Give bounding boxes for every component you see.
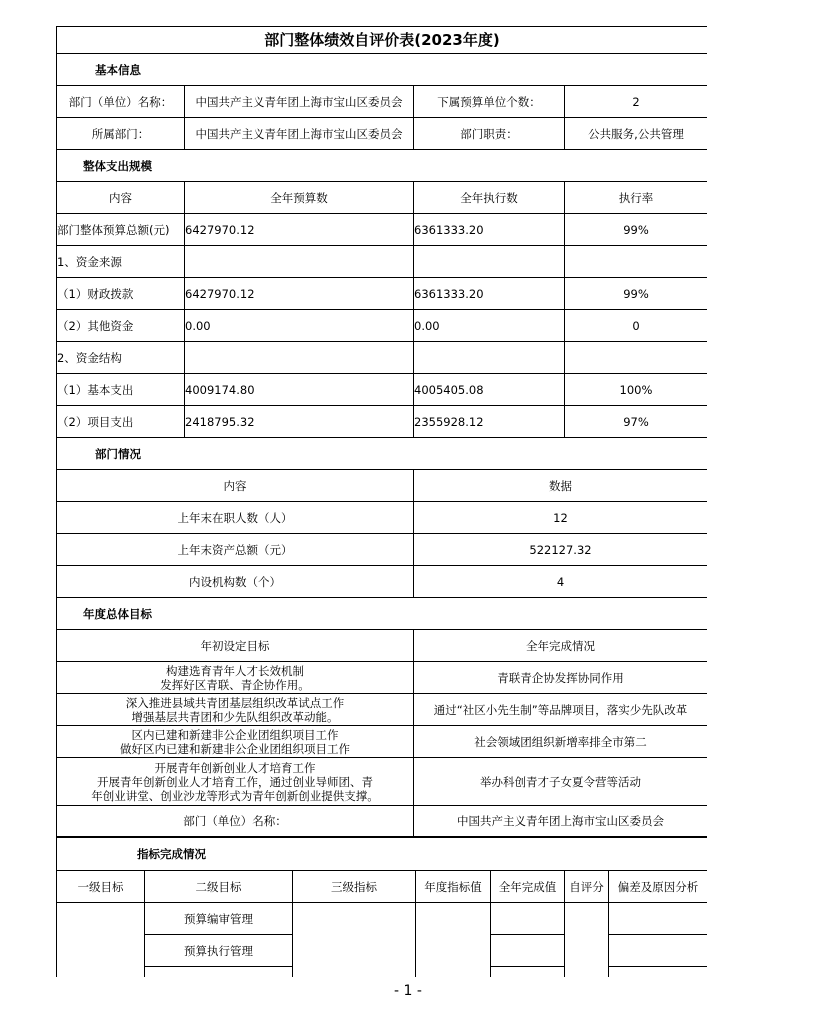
row-label: 1、资金来源 [57, 246, 185, 278]
executed-value: 6361333.20 [414, 278, 565, 310]
table-row [57, 278, 708, 310]
self-score-cell [565, 903, 609, 978]
page-title: 部门整体绩效自评价表(2023年度) [57, 27, 708, 54]
section-basic-info: 基本信息 [57, 54, 708, 86]
dept-name-value: 中国共产主义青年团上海市宝山区委员会 [414, 806, 708, 837]
budget-value: 6427970.12 [185, 278, 414, 310]
column-header: 内容 [57, 182, 185, 214]
executed-value: 4005405.08 [414, 374, 565, 406]
goal-target-line: 年创业讲堂、创业沙龙等形式为青年创新创业提供支撑。 [91, 788, 379, 803]
execution-rate: 97% [565, 406, 708, 438]
goal-target [57, 726, 414, 758]
duty-label: 部门职责： [414, 118, 565, 150]
section-dept-situation: 部门情况 [57, 438, 708, 470]
completed-value-cell [491, 935, 565, 967]
table-row [57, 502, 708, 534]
goal-result: 通过“社区小先生制”等品牌项目，落实少先队改革 [414, 694, 708, 726]
row-value: 522127.32 [414, 534, 708, 566]
table-row [57, 342, 708, 374]
level2-cell: 预算编审管理 [145, 903, 293, 935]
sub-units-value: 2 [565, 86, 708, 118]
deviation-cell [609, 903, 708, 935]
evaluation-table [56, 26, 707, 977]
executed-value: 0.00 [414, 310, 565, 342]
goal-target [57, 758, 414, 806]
execution-rate [565, 342, 708, 374]
column-header: 年度指标值 [416, 871, 491, 903]
executed-value: 6361333.20 [414, 214, 565, 246]
row-label: （2）项目支出 [57, 406, 185, 438]
table-row [57, 566, 708, 598]
budget-value: 2418795.32 [185, 406, 414, 438]
goal-target-line: 做好区内已建和新建非公企业团组织项目工作 [120, 741, 350, 756]
executed-value [414, 246, 565, 278]
executed-value [414, 342, 565, 374]
column-header: 三级指标 [293, 871, 416, 903]
page-number: - 1 - [394, 983, 422, 999]
column-header: 自评分 [565, 871, 609, 903]
goal-target-line: 增强基层共青团和少先队组织改革动能。 [131, 709, 339, 724]
budget-value: 0.00 [185, 310, 414, 342]
section-expenditure: 整体支出规模 [57, 150, 708, 182]
table-row [57, 534, 708, 566]
column-header: 全年完成值 [491, 871, 565, 903]
section-indicators: 指标完成情况 [57, 837, 708, 871]
goal-row [57, 662, 708, 694]
column-header: 二级目标 [145, 871, 293, 903]
column-header: 偏差及原因分析 [609, 871, 708, 903]
target-value-cell [416, 903, 491, 978]
dept-name-value: 中国共产主义青年团上海市宝山区委员会 [185, 86, 414, 118]
executed-value: 2355928.12 [414, 406, 565, 438]
table-row [57, 406, 708, 438]
column-header: 全年完成情况 [414, 630, 708, 662]
parent-dept-label: 所属部门： [57, 118, 185, 150]
goals-footer-row [57, 806, 708, 837]
execution-rate: 99% [565, 278, 708, 310]
execution-rate: 100% [565, 374, 708, 406]
basic-info-row [57, 86, 708, 118]
basic-info-row [57, 118, 708, 150]
row-label: 部门整体预算总额(元) [57, 214, 185, 246]
duty-value: 公共服务,公共管理 [565, 118, 708, 150]
goal-result: 举办科创青才子女夏令营等活动 [414, 758, 708, 806]
sub-units-label: 下属预算单位个数： [414, 86, 565, 118]
table-row [57, 903, 708, 935]
level2-cell: 预算执行管理 [145, 935, 293, 967]
table-row [57, 214, 708, 246]
column-header: 执行率 [565, 182, 708, 214]
row-label: 2、资金结构 [57, 342, 185, 374]
column-header: 全年预算数 [185, 182, 414, 214]
goals-header-row [57, 630, 708, 662]
expenditure-header-row [57, 182, 708, 214]
execution-rate: 99% [565, 214, 708, 246]
completed-value-cell [491, 903, 565, 935]
section-annual-goals: 年度总体目标 [57, 598, 708, 630]
level2-cell [145, 967, 293, 978]
execution-rate [565, 246, 708, 278]
goal-target-line: 开展青年创新创业人才培育工作 [154, 760, 316, 775]
row-value: 4 [414, 566, 708, 598]
situation-header-row [57, 470, 708, 502]
budget-value: 4009174.80 [185, 374, 414, 406]
level1-cell [57, 903, 145, 978]
evaluation-sheet [56, 26, 707, 977]
table-row [57, 246, 708, 278]
goal-target-line: 发挥好区青联、青企协作用。 [160, 677, 310, 692]
goal-result: 青联青企协发挥协同作用 [414, 662, 708, 694]
row-label: （1）财政拨款 [57, 278, 185, 310]
budget-value [185, 342, 414, 374]
goal-target-line: 构建选育青年人才长效机制 [166, 663, 304, 678]
goal-row [57, 758, 708, 806]
goal-target-line: 深入推进县域共青团基层组织改革试点工作 [125, 695, 345, 710]
execution-rate: 0 [565, 310, 708, 342]
goal-target-line: 开展青年创新创业人才培育工作，通过创业导师团、青 [97, 774, 373, 789]
row-value: 12 [414, 502, 708, 534]
row-label: 内设机构数（个） [57, 566, 414, 598]
completed-value-cell [491, 967, 565, 978]
goal-target [57, 694, 414, 726]
row-label: 上年末资产总额（元） [57, 534, 414, 566]
column-header: 数据 [414, 470, 708, 502]
indicators-header-row [57, 871, 708, 903]
table-row [57, 310, 708, 342]
dept-name-label: 部门（单位）名称： [57, 86, 185, 118]
column-header: 年初设定目标 [57, 630, 414, 662]
row-label: （1）基本支出 [57, 374, 185, 406]
table-row [57, 374, 708, 406]
goal-row [57, 694, 708, 726]
deviation-cell [609, 967, 708, 978]
deviation-cell [609, 935, 708, 967]
column-header: 内容 [57, 470, 414, 502]
goal-target [57, 662, 414, 694]
goal-result: 社会领域团组织新增率排全市第二 [414, 726, 708, 758]
goal-row [57, 726, 708, 758]
parent-dept-value: 中国共产主义青年团上海市宝山区委员会 [185, 118, 414, 150]
column-header: 一级目标 [57, 871, 145, 903]
row-label: （2）其他资金 [57, 310, 185, 342]
budget-value [185, 246, 414, 278]
budget-value: 6427970.12 [185, 214, 414, 246]
level3-cell [293, 903, 416, 978]
dept-name-label: 部门（单位）名称： [57, 806, 414, 837]
row-label: 上年末在职人数（人） [57, 502, 414, 534]
goal-target-line: 区内已建和新建非公企业团组织项目工作 [131, 727, 339, 742]
column-header: 全年执行数 [414, 182, 565, 214]
